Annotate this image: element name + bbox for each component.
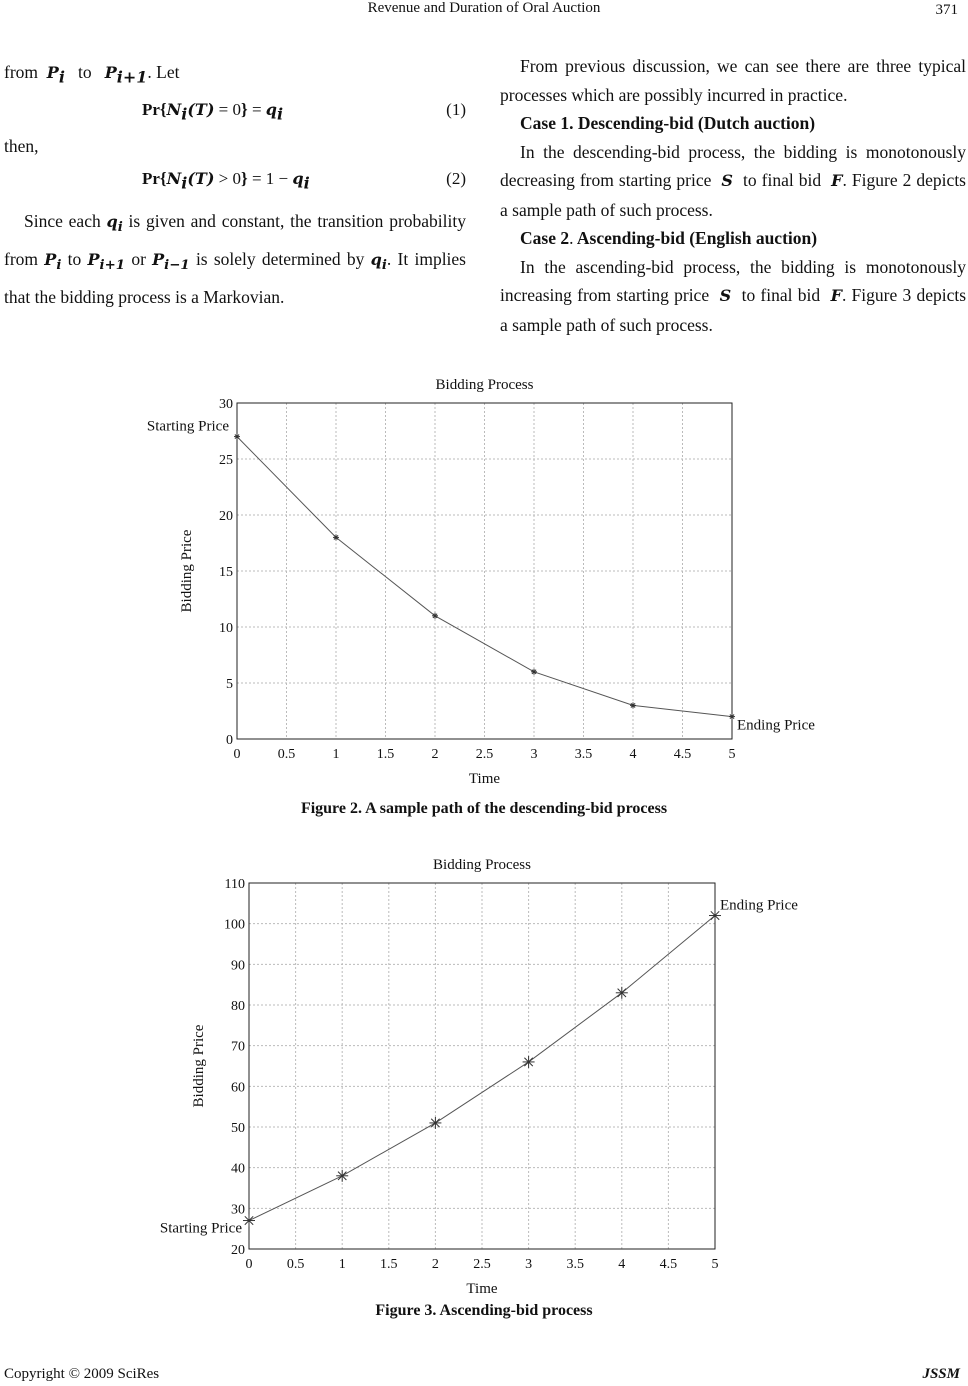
y-tick-label: 10 bbox=[219, 621, 233, 636]
equation-1: $Pr\{N_i(T) = 0\} = q_i$ (1) bbox=[4, 92, 466, 132]
left-column bbox=[4, 58, 466, 313]
running-header-title: Revenue and Duration of Oral Auction bbox=[367, 0, 601, 16]
data-point-marker bbox=[523, 1056, 535, 1068]
y-tick-label: 50 bbox=[231, 1121, 245, 1136]
footer-copyright: Copyright © 2009 SciRes bbox=[4, 1366, 160, 1382]
y-axis-label: Bidding Price bbox=[179, 529, 195, 613]
intro-paragraph: From previous discussion, we can see there are three typical processes which are possibly incurred in practice. bbox=[500, 56, 966, 105]
data-point-marker bbox=[616, 987, 628, 999]
plot-area-frame bbox=[249, 883, 715, 1249]
chart-title: Bidding Process bbox=[435, 377, 534, 393]
y-tick-label: 5 bbox=[226, 677, 233, 692]
x-tick-label: 0 bbox=[233, 747, 241, 762]
then-text: then, bbox=[4, 136, 39, 156]
x-tick-label: 1.5 bbox=[380, 1257, 398, 1272]
case1-heading: Case 1. Descending-bid (Dutch auction) bbox=[520, 113, 816, 133]
y-tick-label: 30 bbox=[231, 1202, 245, 1218]
y-tick-label: 25 bbox=[219, 453, 233, 468]
x-tick-label: 2 bbox=[431, 1257, 439, 1272]
x-tick-label: 0.5 bbox=[286, 1257, 305, 1272]
x-axis-label: Time bbox=[466, 1281, 498, 1297]
starting-price-annotation: Starting Price bbox=[146, 418, 229, 435]
x-tick-label: 4 bbox=[629, 747, 637, 762]
y-tick-label: 100 bbox=[224, 917, 245, 933]
x-tick-label: 2.5 bbox=[473, 1257, 491, 1272]
x-tick-label: 3.5 bbox=[574, 747, 593, 762]
x-tick-label: 1 bbox=[332, 747, 340, 762]
y-tick-label: 20 bbox=[219, 509, 233, 524]
starting-price-annotation: Starting Price bbox=[159, 1220, 242, 1237]
y-tick-label: 20 bbox=[231, 1243, 245, 1258]
x-tick-label: 0.5 bbox=[277, 747, 296, 762]
data-point-marker bbox=[336, 1170, 348, 1182]
y-tick-label: 0 bbox=[226, 733, 233, 748]
x-tick-label: 1.5 bbox=[376, 747, 395, 762]
data-point-marker bbox=[729, 714, 735, 720]
data-point-marker bbox=[531, 669, 537, 675]
footer-journal: JSSM bbox=[922, 1366, 960, 1382]
figure-3-caption: Figure 3. Ascending-bid process bbox=[375, 1302, 593, 1319]
data-point-marker bbox=[630, 702, 636, 708]
y-tick-label: 15 bbox=[219, 565, 233, 580]
x-tick-label: 1 bbox=[338, 1257, 346, 1272]
x-tick-label: 2.5 bbox=[475, 747, 494, 762]
x-tick-label: 4 bbox=[618, 1257, 626, 1272]
y-tick-label: 60 bbox=[231, 1080, 245, 1096]
y-tick-label: 90 bbox=[231, 958, 245, 974]
y-tick-label: 40 bbox=[231, 1161, 245, 1177]
chart-title: Bidding Process bbox=[433, 857, 531, 873]
x-axis-label: Time bbox=[468, 771, 501, 787]
x-tick-label: 3 bbox=[530, 747, 538, 762]
figure-3-chart bbox=[0, 845, 968, 1305]
case2-heading: Case 2. Ascending-bid (English auction) bbox=[520, 228, 818, 248]
data-point-marker bbox=[432, 613, 438, 619]
case2-paragraph: In the ascending-bid process, the bidding is monotonously increasing from starting price S to final bid F. Figure 3 depicts a sample path of such process. bbox=[500, 256, 967, 335]
ending-price-annotation: Ending Price bbox=[737, 717, 815, 734]
figure-2-chart bbox=[0, 360, 968, 790]
y-tick-label: 110 bbox=[224, 877, 245, 892]
equation-2-number: (2) bbox=[446, 168, 466, 188]
y-axis-label: Bidding Price bbox=[191, 1024, 207, 1108]
x-tick-label: 5 bbox=[711, 1257, 719, 1272]
x-tick-label: 5 bbox=[728, 747, 736, 762]
x-tick-label: 3 bbox=[525, 1257, 533, 1272]
markov-paragraph: Since each $q_i$ is given and constant, the transition probability from $P_i$ to $P_{i+1}$ or $P_{i-1}$ is solely determined by $q_i$. It implies that the bidding process is a Markovian. bbox=[4, 210, 467, 307]
equation-1-number: (1) bbox=[446, 100, 466, 119]
x-tick-label: 2 bbox=[431, 747, 439, 762]
right-column bbox=[500, 52, 966, 339]
y-tick-label: 30 bbox=[219, 397, 233, 412]
equation-2: $Pr\{N_i(T) > 0\} = 1 - q_i$ (2) bbox=[4, 161, 466, 201]
y-tick-label: 70 bbox=[231, 1039, 245, 1055]
data-point-marker bbox=[333, 534, 339, 540]
figure-2-caption: Figure 2. A sample path of the descending-bid process bbox=[300, 800, 668, 817]
data-point-marker bbox=[243, 1215, 255, 1227]
ending-price-annotation: Ending Price bbox=[720, 897, 798, 914]
x-tick-label: 0 bbox=[245, 1257, 253, 1272]
x-tick-label: 3.5 bbox=[566, 1257, 584, 1272]
y-tick-label: 80 bbox=[231, 999, 245, 1014]
page-number: 371 bbox=[935, 2, 958, 18]
data-point-marker bbox=[429, 1117, 441, 1129]
left-intro-line: from $P_i$ to $P_{i+1}$. Let bbox=[4, 62, 180, 87]
x-tick-label: 4.5 bbox=[673, 747, 692, 762]
case1-paragraph: In the descending-bid process, the bidding is monotonously decreasing from starting price S to final bid F. Figure 2 depicts a sample path of such process. bbox=[500, 141, 966, 220]
x-tick-label: 4.5 bbox=[659, 1257, 678, 1272]
